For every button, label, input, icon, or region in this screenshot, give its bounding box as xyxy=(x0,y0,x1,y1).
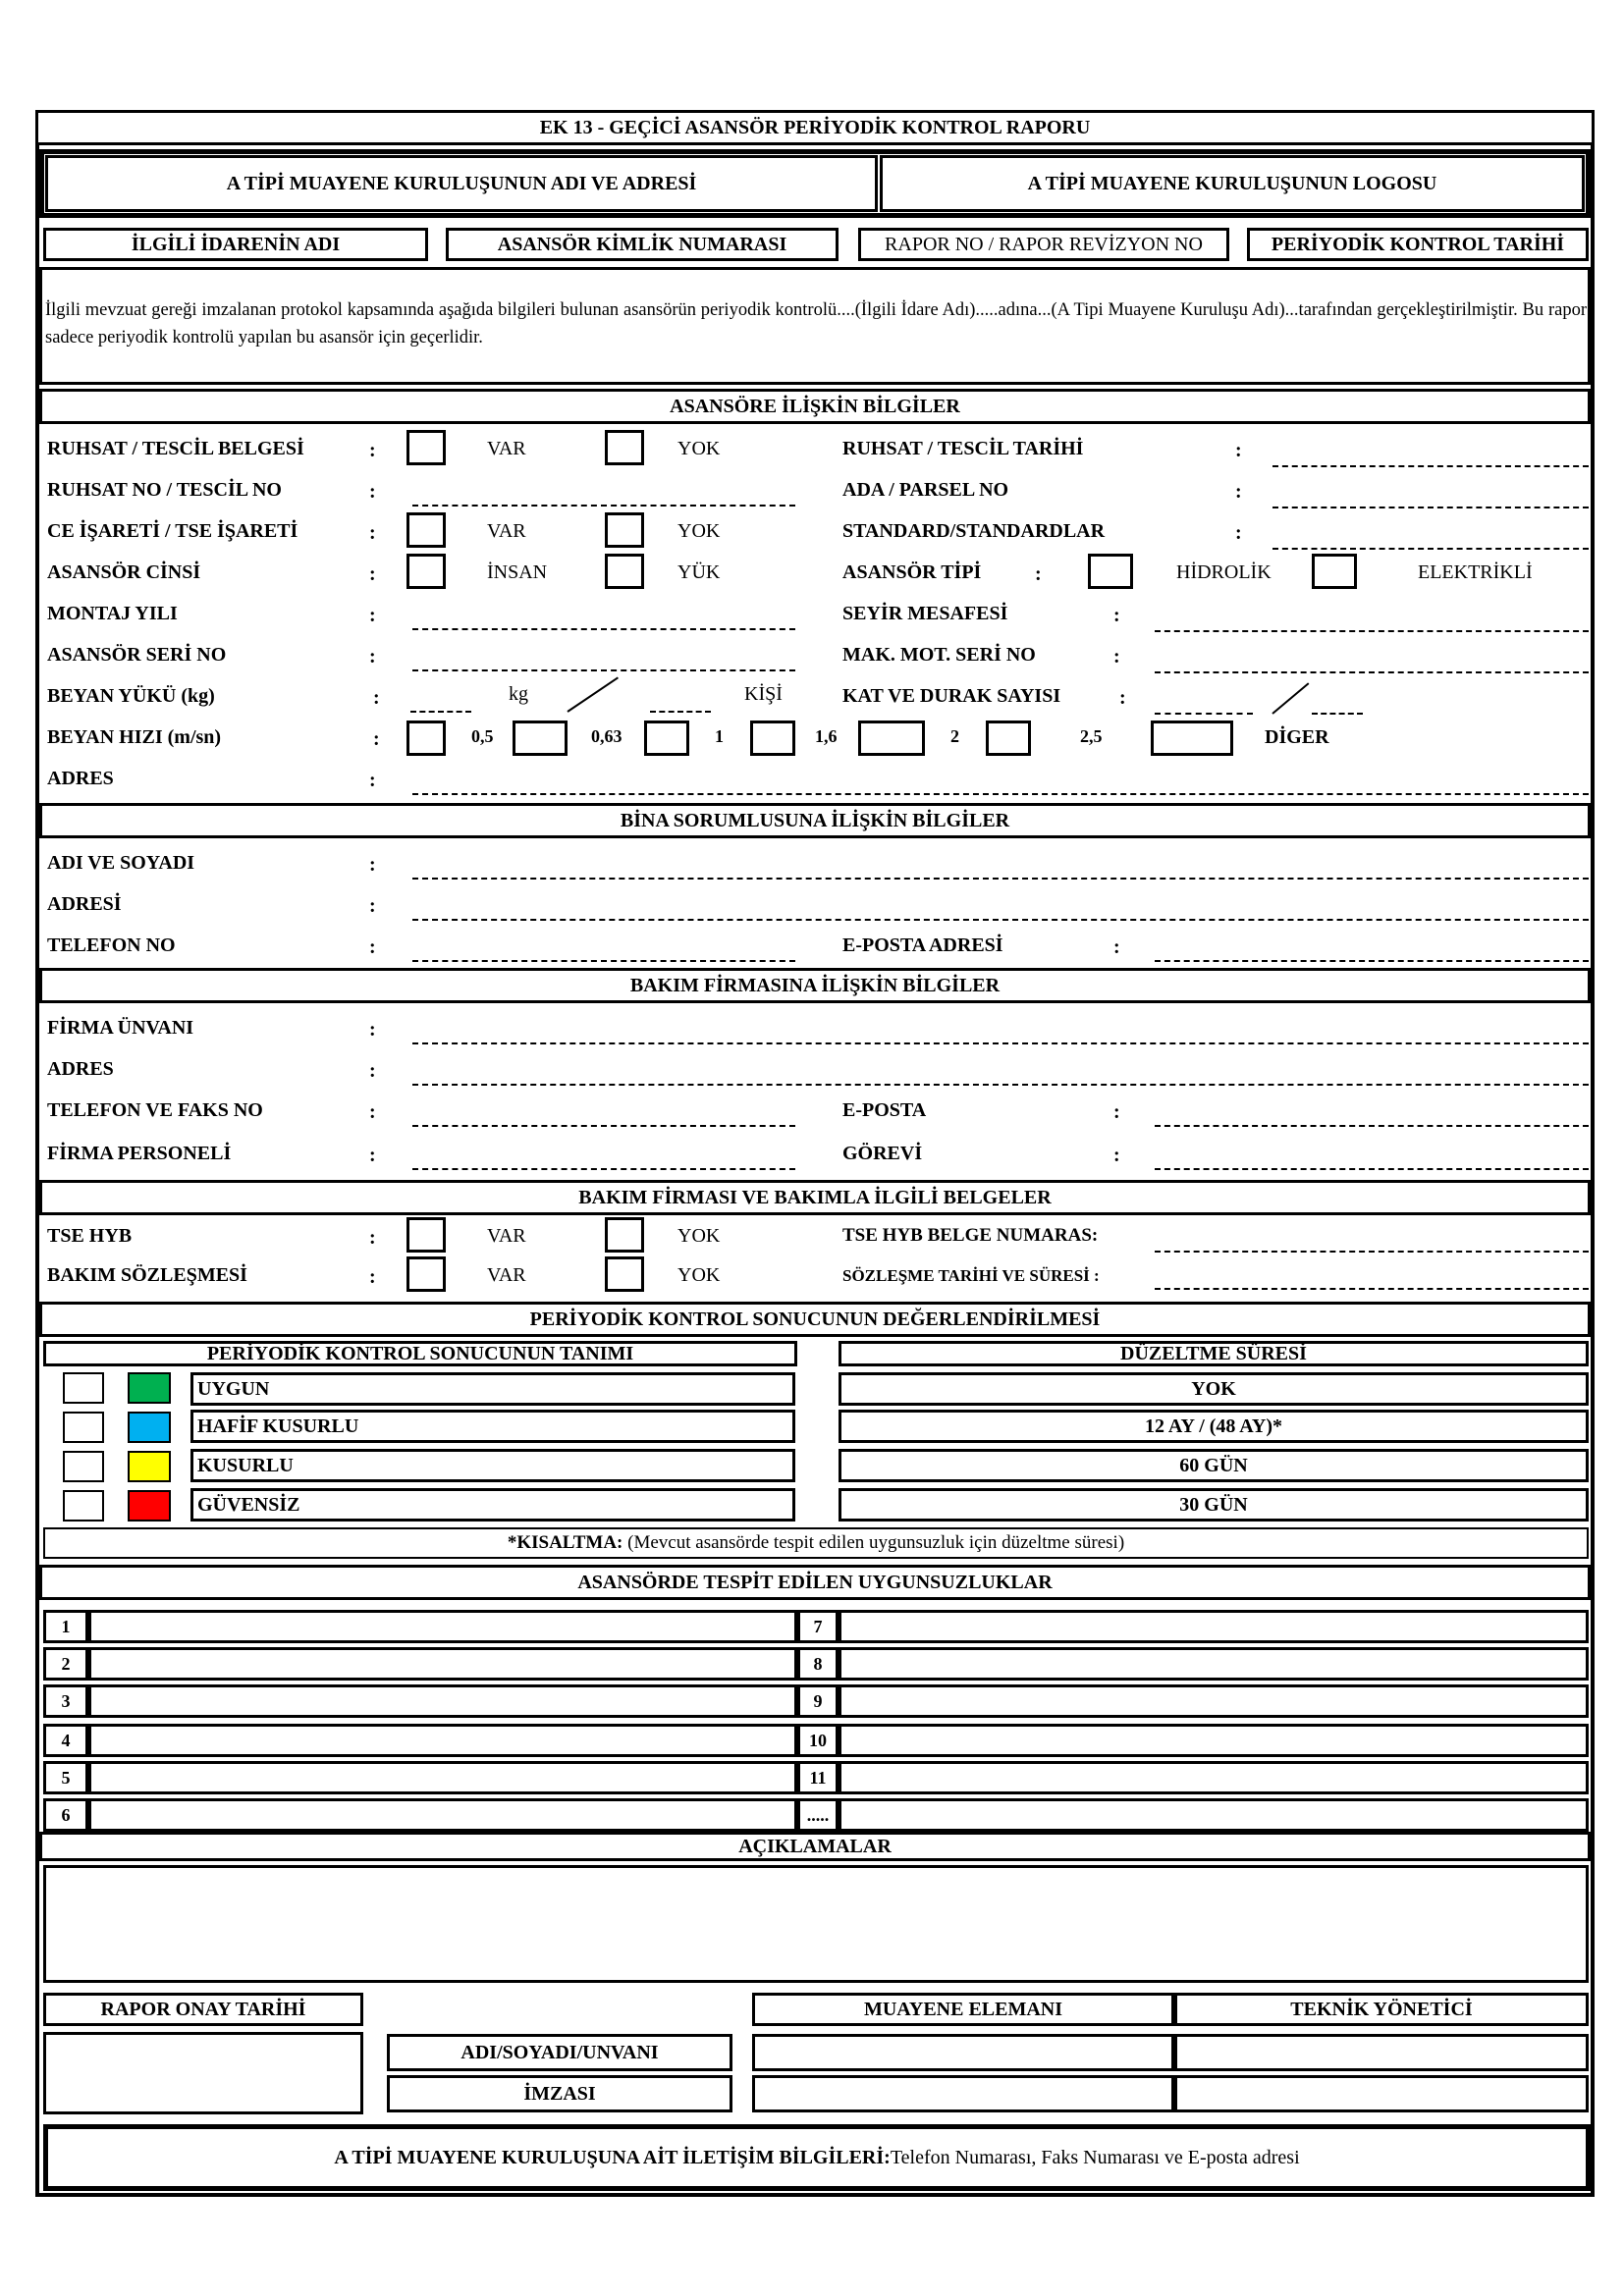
colon: : xyxy=(1035,563,1042,585)
hiz-0-5-label: 0,5 xyxy=(471,726,494,746)
nc-num: 5 xyxy=(43,1761,88,1794)
colon: : xyxy=(1235,522,1242,544)
label-firma-personel: FİRMA PERSONELİ xyxy=(47,1143,232,1164)
org-logo-cell: A TİPİ MUAYENE KURULUŞUNUN LOGOSU xyxy=(880,155,1585,212)
nc-num: 1 xyxy=(43,1610,88,1643)
nc-field[interactable] xyxy=(839,1647,1589,1681)
section-title-bina: BİNA SORUMLUSUNA İLİŞKİN BİLGİLER xyxy=(39,803,1591,838)
tse-var-label: VAR xyxy=(487,1225,526,1247)
hiz-2-5-checkbox[interactable] xyxy=(986,721,1031,756)
nc-num: 3 xyxy=(43,1684,88,1718)
colon: : xyxy=(369,563,376,585)
tip-elektrikli-checkbox[interactable] xyxy=(1312,554,1357,589)
nc-field[interactable] xyxy=(839,1798,1589,1832)
firma-tel-field[interactable] xyxy=(412,1125,795,1127)
hiz-2-5-label: 2,5 xyxy=(1080,726,1103,746)
result-checkbox-uygun[interactable] xyxy=(63,1372,104,1404)
montaj-field[interactable] xyxy=(412,628,795,630)
firma-adres-field[interactable] xyxy=(412,1084,1589,1086)
colon: : xyxy=(373,728,380,750)
section-title-aciklamalar: AÇIKLAMALAR xyxy=(39,1832,1591,1861)
colon: : xyxy=(1235,440,1242,461)
sozlesme-yok-label: YOK xyxy=(677,1264,721,1286)
colon: : xyxy=(369,605,376,626)
colon: : xyxy=(369,1266,376,1288)
label-hiz: BEYAN HIZI (m/sn) xyxy=(47,726,222,748)
label-firma-unvan: FİRMA ÜNVANI xyxy=(47,1017,194,1039)
tip-hidrolik-label: HİDROLİK xyxy=(1176,561,1272,583)
label-tse: TSE HYB xyxy=(47,1225,133,1247)
intro-text: İlgili mevzuat gereği imzalanan protokol kapsamında aşağıda bilgileri bulunan asansörün periyodik kontrolü....(İlgili İdare Adı).....adına...(A Tipi Muayene Kuruluşu Adı)...tarafından gerçekleştirilmiştir. Bu rapor sadece periyodik kontrolü yapılan bu asansör için geçerlidir. xyxy=(45,300,1587,347)
section-title-asansor: ASANSÖRE İLİŞKİN BİLGİLER xyxy=(39,389,1591,424)
label-firma-gorev: GÖREVİ xyxy=(842,1143,923,1164)
section-title-degerlendirme: PERİYODİK KONTROL SONUCUNUN DEĞERLENDİRİLMESİ xyxy=(39,1302,1591,1337)
tse-no-field[interactable] xyxy=(1155,1251,1589,1253)
org-name-cell: A TİPİ MUAYENE KURULUŞUNUN ADI VE ADRESİ xyxy=(45,155,878,212)
colon: : xyxy=(369,854,376,876)
nc-field[interactable] xyxy=(88,1724,797,1757)
nc-num: 6 xyxy=(43,1798,88,1832)
ruhsat-no-field[interactable] xyxy=(412,505,795,507)
colon: : xyxy=(1235,481,1242,503)
label-cins: ASANSÖR CİNSİ xyxy=(47,561,201,583)
result-color-hafif xyxy=(128,1412,171,1443)
colon: : xyxy=(369,1145,376,1166)
hiz-1-6-label: 1,6 xyxy=(815,726,838,746)
section-title-bakim: BAKIM FİRMASINA İLİŞKİN BİLGİLER xyxy=(39,968,1591,1003)
colon: : xyxy=(369,522,376,544)
colon: : xyxy=(1113,1145,1120,1166)
hiz-1-label: 1 xyxy=(715,726,724,746)
sozlesme-yok-checkbox[interactable] xyxy=(605,1256,644,1292)
eleman-imza-field[interactable] xyxy=(752,2075,1174,2112)
label-motor: MAK. MOT. SERİ NO xyxy=(842,644,1036,666)
tse-var-checkbox[interactable] xyxy=(406,1217,446,1253)
standard-field[interactable] xyxy=(1272,548,1589,550)
teknik-yonetici-header: TEKNİK YÖNETİCİ xyxy=(1174,1993,1589,2026)
ruhsat-yok-label: YOK xyxy=(677,438,721,459)
colon: : xyxy=(369,770,376,791)
result-checkbox-kusurlu[interactable] xyxy=(63,1451,104,1482)
kat-field[interactable] xyxy=(1155,713,1253,715)
label-yuk: BEYAN YÜKÜ (kg) xyxy=(47,685,215,707)
result-checkbox-guvensiz[interactable] xyxy=(63,1490,104,1522)
label-ruhsat: RUHSAT / TESCİL BELGESİ xyxy=(47,438,304,459)
label-montaj: MONTAJ YILI xyxy=(47,603,178,624)
result-label-hafif: HAFİF KUSURLU xyxy=(190,1410,795,1443)
adres-field[interactable] xyxy=(412,793,1589,795)
sozlesme-var-label: VAR xyxy=(487,1264,526,1286)
nc-field[interactable] xyxy=(88,1610,797,1643)
label-firma-adres: ADRES xyxy=(47,1058,114,1080)
colon: : xyxy=(369,1019,376,1041)
ce-yok-label: YOK xyxy=(677,520,721,542)
colon: : xyxy=(1113,646,1120,667)
cins-yuk-label: YÜK xyxy=(677,561,721,583)
label-bina-adresi: ADRESİ xyxy=(47,893,122,915)
seyir-field[interactable] xyxy=(1155,630,1589,632)
result-period-hafif: 12 AY / (48 AY)* xyxy=(839,1410,1589,1443)
rapor-onay-field[interactable] xyxy=(43,2032,363,2114)
hiz-0-5-checkbox[interactable] xyxy=(406,721,446,756)
ruhsat-var-checkbox[interactable] xyxy=(406,430,446,465)
ruhsat-var-label: VAR xyxy=(487,438,526,459)
result-period-uygun: YOK xyxy=(839,1372,1589,1406)
hiz-2-checkbox[interactable] xyxy=(858,721,925,756)
tip-elektrikli-label: ELEKTRİKLİ xyxy=(1418,561,1533,583)
result-color-guvensiz xyxy=(128,1490,171,1522)
colon: : xyxy=(369,936,376,958)
tse-yok-checkbox[interactable] xyxy=(605,1217,644,1253)
cins-insan-checkbox[interactable] xyxy=(406,554,446,589)
contact-box: A TİPİ MUAYENE KURULUŞUNA AİT İLETİŞİM BİLGİLERİ: Telefon Numarası, Faks Numarası ve E-posta adresi xyxy=(43,2124,1591,2191)
firma-gorev-field[interactable] xyxy=(1155,1168,1589,1170)
soz-tarih-field[interactable] xyxy=(1155,1288,1589,1290)
nc-num: 2 xyxy=(43,1647,88,1681)
result-label-kusurlu: KUSURLU xyxy=(190,1449,795,1482)
label-kat: KAT VE DURAK SAYISI xyxy=(842,685,1061,707)
bina-tel-field[interactable] xyxy=(412,960,795,962)
hiz-2-label: 2 xyxy=(950,726,959,746)
page-title: EK 13 - GEÇİCİ ASANSÖR PERİYODİK KONTROL RAPORU xyxy=(35,110,1595,145)
sozlesme-var-checkbox[interactable] xyxy=(406,1256,446,1292)
nc-field[interactable] xyxy=(839,1610,1589,1643)
yuk-kisi-field[interactable] xyxy=(650,711,711,713)
ce-var-checkbox[interactable] xyxy=(406,512,446,548)
section-title-belgeler: BAKIM FİRMASI VE BAKIMLA İLGİLİ BELGELER xyxy=(39,1180,1591,1215)
yonetici-imza-field[interactable] xyxy=(1174,2075,1589,2112)
cins-yuk-checkbox[interactable] xyxy=(605,554,644,589)
tip-hidrolik-checkbox[interactable] xyxy=(1088,554,1133,589)
nc-field[interactable] xyxy=(839,1761,1589,1794)
label-firma-eposta: E-POSTA xyxy=(842,1099,927,1121)
hiz-0-63-checkbox[interactable] xyxy=(513,721,568,756)
nc-num: 11 xyxy=(797,1761,839,1794)
colon: : xyxy=(373,687,380,709)
colon: : xyxy=(369,1101,376,1123)
section-title-uygunsuzluklar: ASANSÖRDE TESPİT EDİLEN UYGUNSUZLUKLAR xyxy=(39,1565,1591,1600)
field-idare: İLGİLİ İDARENİN ADI xyxy=(43,228,428,261)
nc-num: 7 xyxy=(797,1610,839,1643)
nc-field[interactable] xyxy=(839,1724,1589,1757)
field-tarih: PERİYODİK KONTROL TARİHİ xyxy=(1247,228,1589,261)
hiz-diger-label: DİGER xyxy=(1265,726,1329,748)
colon: : xyxy=(369,895,376,917)
label-firma-tel: TELEFON VE FAKS NO xyxy=(47,1099,263,1121)
nc-field[interactable] xyxy=(88,1798,797,1832)
yuk-kg-field[interactable] xyxy=(410,711,471,713)
nc-num: 4 xyxy=(43,1724,88,1757)
colon: : xyxy=(369,646,376,667)
nc-field[interactable] xyxy=(88,1761,797,1794)
result-period-guvensiz: 30 GÜN xyxy=(839,1488,1589,1522)
field-kimlik: ASANSÖR KİMLİK NUMARASI xyxy=(446,228,839,261)
firma-unvan-field[interactable] xyxy=(412,1042,1589,1044)
col-tanim-header: PERİYODİK KONTROL SONUCUNUN TANIMI xyxy=(43,1341,797,1366)
result-label-uygun: UYGUN xyxy=(190,1372,795,1406)
colon: : xyxy=(1113,1101,1120,1123)
aciklamalar-field[interactable] xyxy=(43,1865,1589,1983)
colon: : xyxy=(1113,936,1120,958)
colon: : xyxy=(1119,687,1126,709)
result-period-kusurlu: 60 GÜN xyxy=(839,1449,1589,1482)
label-bina-adi: ADI VE SOYADI xyxy=(47,852,195,874)
ada-field[interactable] xyxy=(1272,507,1589,508)
col-sure-header: DÜZELTME SÜRESİ xyxy=(839,1341,1589,1366)
kisi-label: KİŞİ xyxy=(744,683,783,705)
colon: : xyxy=(369,481,376,503)
nc-num: ..... xyxy=(797,1798,839,1832)
result-color-uygun xyxy=(128,1372,171,1404)
label-bina-eposta: E-POSTA ADRESİ xyxy=(842,934,1003,956)
cins-insan-label: İNSAN xyxy=(487,561,548,583)
hiz-1-6-checkbox[interactable] xyxy=(750,721,795,756)
label-seri: ASANSÖR SERİ NO xyxy=(47,644,227,666)
rapor-onay-header: RAPOR ONAY TARİHİ xyxy=(43,1993,363,2026)
ruhsat-tarih-field[interactable] xyxy=(1272,465,1589,467)
label-tse-no: TSE HYB BELGE NUMARAS: xyxy=(842,1225,1099,1246)
hiz-diger-checkbox[interactable] xyxy=(1151,721,1233,756)
nc-num: 10 xyxy=(797,1724,839,1757)
nc-num: 8 xyxy=(797,1647,839,1681)
kg-label: kg xyxy=(509,683,528,705)
bina-adresi-field[interactable] xyxy=(412,919,1589,921)
colon: : xyxy=(369,1060,376,1082)
label-ce: CE İŞARETİ / TSE İŞARETİ xyxy=(47,520,298,542)
label-seyir: SEYİR MESAFESİ xyxy=(842,603,1008,624)
imza-label: İMZASI xyxy=(387,2075,732,2112)
hiz-0-63-label: 0,63 xyxy=(591,726,623,746)
field-rapor-no: RAPOR NO / RAPOR REVİZYON NO xyxy=(858,228,1229,261)
ruhsat-yok-checkbox[interactable] xyxy=(605,430,644,465)
label-ruhsat-tarih: RUHSAT / TESCİL TARİHİ xyxy=(842,438,1084,459)
nc-field[interactable] xyxy=(839,1684,1589,1718)
colon: : xyxy=(369,440,376,461)
motor-field[interactable] xyxy=(1155,671,1589,673)
muayene-elemani-header: MUAYENE ELEMANI xyxy=(752,1993,1174,2026)
eleman-adi-field[interactable] xyxy=(752,2034,1174,2071)
label-sozlesme: BAKIM SÖZLEŞMESİ xyxy=(47,1264,247,1286)
result-color-kusurlu xyxy=(128,1451,171,1482)
kisaltma-note: *KISALTMA: (Mevcut asansörde tespit edilen uygunsuzluk için düzeltme süresi) xyxy=(43,1527,1589,1559)
result-label-guvensiz: GÜVENSİZ xyxy=(190,1488,795,1522)
durak-field[interactable] xyxy=(1312,713,1363,715)
hiz-1-checkbox[interactable] xyxy=(644,721,689,756)
label-tip: ASANSÖR TİPİ xyxy=(842,561,982,583)
colon: : xyxy=(369,1227,376,1249)
yonetici-adi-field[interactable] xyxy=(1174,2034,1589,2071)
nc-num: 9 xyxy=(797,1684,839,1718)
result-checkbox-hafif[interactable] xyxy=(63,1412,104,1443)
label-adres: ADRES xyxy=(47,768,114,789)
adi-soyadi-label: ADI/SOYADI/UNVANI xyxy=(387,2034,732,2071)
seri-field[interactable] xyxy=(412,669,795,671)
firma-personel-field[interactable] xyxy=(412,1168,795,1170)
nc-field[interactable] xyxy=(88,1647,797,1681)
nc-field[interactable] xyxy=(88,1684,797,1718)
ce-var-label: VAR xyxy=(487,520,526,542)
ce-yok-checkbox[interactable] xyxy=(605,512,644,548)
tse-yok-label: YOK xyxy=(677,1225,721,1247)
label-soz-tarih: SÖZLEŞME TARİHİ VE SÜRESİ : xyxy=(842,1266,1100,1285)
label-bina-tel: TELEFON NO xyxy=(47,934,176,956)
bina-eposta-field[interactable] xyxy=(1155,960,1589,962)
firma-eposta-field[interactable] xyxy=(1155,1125,1589,1127)
label-ada: ADA / PARSEL NO xyxy=(842,479,1009,501)
bina-adi-field[interactable] xyxy=(412,878,1589,880)
label-ruhsat-no: RUHSAT NO / TESCİL NO xyxy=(47,479,282,501)
label-standard: STANDARD/STANDARDLAR xyxy=(842,520,1106,542)
colon: : xyxy=(1113,605,1120,626)
